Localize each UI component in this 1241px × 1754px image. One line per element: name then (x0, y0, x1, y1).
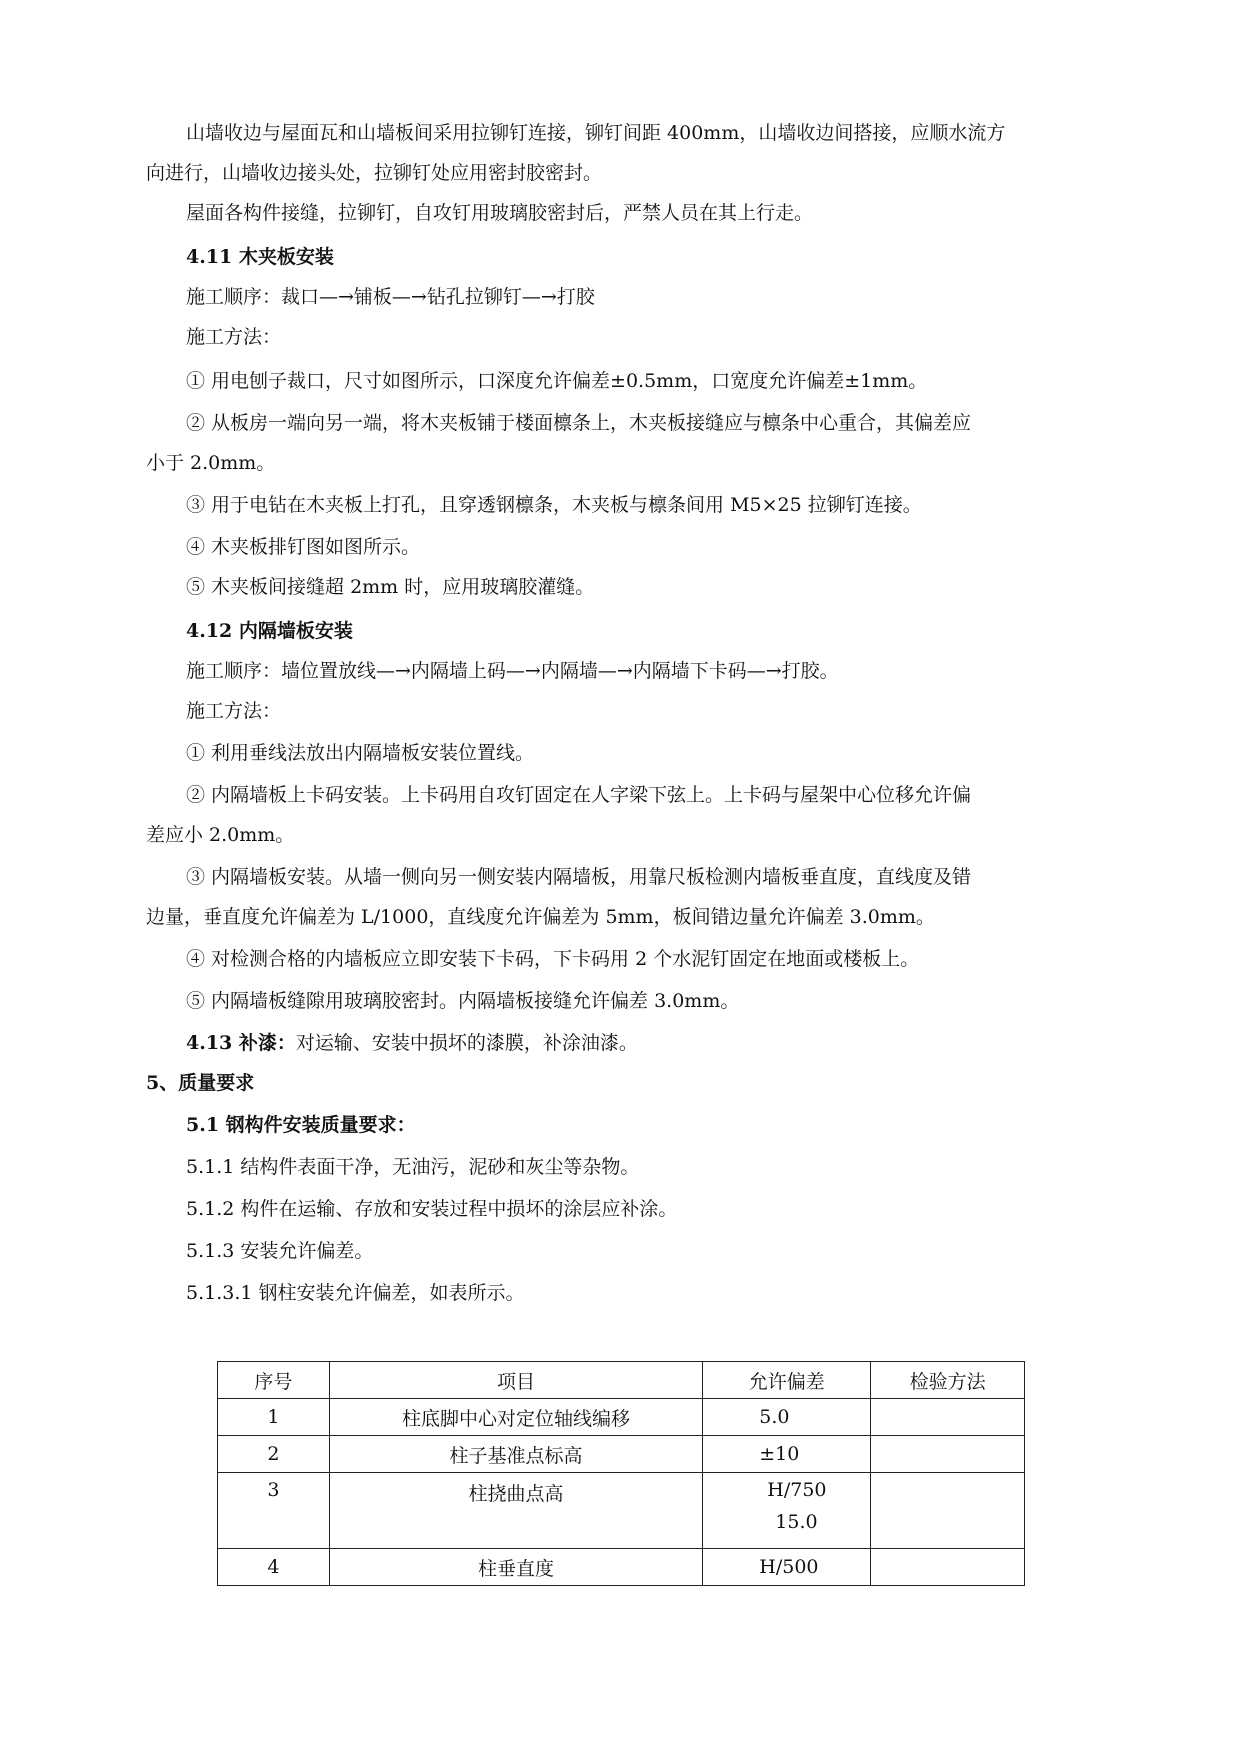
table-cell-no: 2 (218, 1436, 330, 1473)
table-cell-method (871, 1473, 1025, 1549)
paragraph: 屋面各构件接缝，拉铆钉，自攻钉用玻璃胶密封后，严禁人员在其上行走。 (186, 202, 814, 224)
clause: 5.1.3 安装允许偏差。 (186, 1240, 374, 1262)
section-4-13-text: 对运输、安装中损坏的漆膜，补涂油漆。 (295, 1032, 638, 1054)
section-heading-4-13: 4.13 补漆： (186, 1032, 296, 1054)
table-row (218, 1399, 1025, 1436)
list-item: ③ 内隔墙板安装。从墙一侧向另一侧安装内隔墙板，用靠尺板检测内墙板垂直度，直线度及错 (186, 866, 972, 888)
clause: 5.1.3.1 钢柱安装允许偏差，如表所示。 (186, 1282, 525, 1304)
table-cell-no: 3 (218, 1473, 330, 1549)
construction-method-label: 施工方法： (186, 700, 282, 722)
clause: 5.1.2 构件在运输、存放和安装过程中损坏的涂层应补涂。 (186, 1198, 678, 1220)
construction-sequence: 施工顺序：墙位置放线—→内隔墙上码—→内隔墙—→内隔墙下卡码—→打胶。 (186, 660, 839, 682)
tolerance-value-secondary: 15.0 (775, 1511, 818, 1533)
list-item: ⑤ 内隔墙板缝隙用玻璃胶密封。内隔墙板接缝允许偏差 3.0mm。 (186, 990, 740, 1012)
list-item: ④ 对检测合格的内墙板应立即安装下卡码，下卡码用 2 个水泥钉固定在地面或楼板上。 (186, 948, 920, 970)
chapter-heading-5: 5、质量要求 (146, 1072, 255, 1094)
table-cell-item: 柱挠曲点高 (329, 1473, 702, 1549)
table-cell-tolerance: ±10 (703, 1436, 871, 1473)
list-item: ① 利用垂线法放出内隔墙板安装位置线。 (186, 742, 535, 764)
list-item: ② 从板房一端向另一端，将木夹板铺于楼面檩条上，木夹板接缝应与檩条中心重合，其偏差应 (186, 412, 972, 434)
list-item: ④ 木夹板排钉图如图所示。 (186, 536, 421, 558)
table-header-cell: 允许偏差 (703, 1362, 871, 1399)
list-item-continuation: 边量，垂直度允许偏差为 L/1000，直线度允许偏差为 5mm，板间错边量允许偏差 3.0mm。 (146, 906, 935, 928)
section-heading-5-1: 5.1 钢构件安装质量要求： (186, 1114, 416, 1136)
table-cell-item: 柱底脚中心对定位轴线编移 (329, 1399, 702, 1436)
clause: 5.1.1 结构件表面干净，无油污，泥砂和灰尘等杂物。 (186, 1156, 640, 1178)
list-item: ② 内隔墙板上卡码安装。上卡码用自攻钉固定在人字梁下弦上。上卡码与屋架中心位移允许偏 (186, 784, 972, 806)
table-cell-method (871, 1399, 1025, 1436)
section-heading-4-12: 4.12 内隔墙板安装 (186, 620, 353, 642)
paragraph-continuation: 向进行，山墙收边接头处，拉铆钉处应用密封胶密封。 (146, 162, 603, 184)
list-item: ① 用电刨子裁口，尺寸如图所示，口深度允许偏差±0.5mm，口宽度允许偏差±1mm。 (186, 370, 928, 392)
table-cell-item: 柱子基准点标高 (329, 1436, 702, 1473)
table-cell-method (871, 1436, 1025, 1473)
tolerance-value: H/750 (767, 1479, 827, 1501)
list-item-continuation: 差应小 2.0mm。 (146, 824, 295, 846)
list-item: ⑤ 木夹板间接缝超 2mm 时，应用玻璃胶灌缝。 (186, 576, 595, 598)
table-cell-tolerance: H/500 (703, 1549, 871, 1586)
table-cell-no: 1 (218, 1399, 330, 1436)
table-cell-method (871, 1549, 1025, 1586)
list-item: ③ 用于电钻在木夹板上打孔，且穿透钢檩条，木夹板与檩条间用 M5×25 拉铆钉连接。 (186, 494, 922, 516)
construction-sequence: 施工顺序：裁口—→铺板—→钻孔拉铆钉—→打胶 (186, 286, 595, 308)
table-row (218, 1436, 1025, 1473)
construction-method-label: 施工方法： (186, 326, 282, 348)
table-header-cell: 项目 (329, 1362, 702, 1399)
table-cell-no: 4 (218, 1549, 330, 1586)
section-4-13 (186, 1030, 1096, 1056)
list-item-continuation: 小于 2.0mm。 (146, 452, 276, 474)
table-row (218, 1549, 1025, 1586)
table-cell-tolerance (703, 1473, 871, 1549)
paragraph: 山墙收边与屋面瓦和山墙板间采用拉铆钉连接，铆钉间距 400mm，山墙收边间搭接，应顺水流方 (186, 122, 1006, 144)
table-header-cell: 序号 (218, 1362, 330, 1399)
table-header-row (218, 1362, 1025, 1399)
table-cell-item: 柱垂直度 (329, 1549, 702, 1586)
section-heading-4-11: 4.11 木夹板安装 (186, 246, 334, 268)
table-cell-tolerance: 5.0 (703, 1399, 871, 1436)
table-header-cell: 检验方法 (871, 1362, 1025, 1399)
table-row (218, 1473, 1025, 1549)
column-tolerance-table (217, 1361, 1025, 1586)
